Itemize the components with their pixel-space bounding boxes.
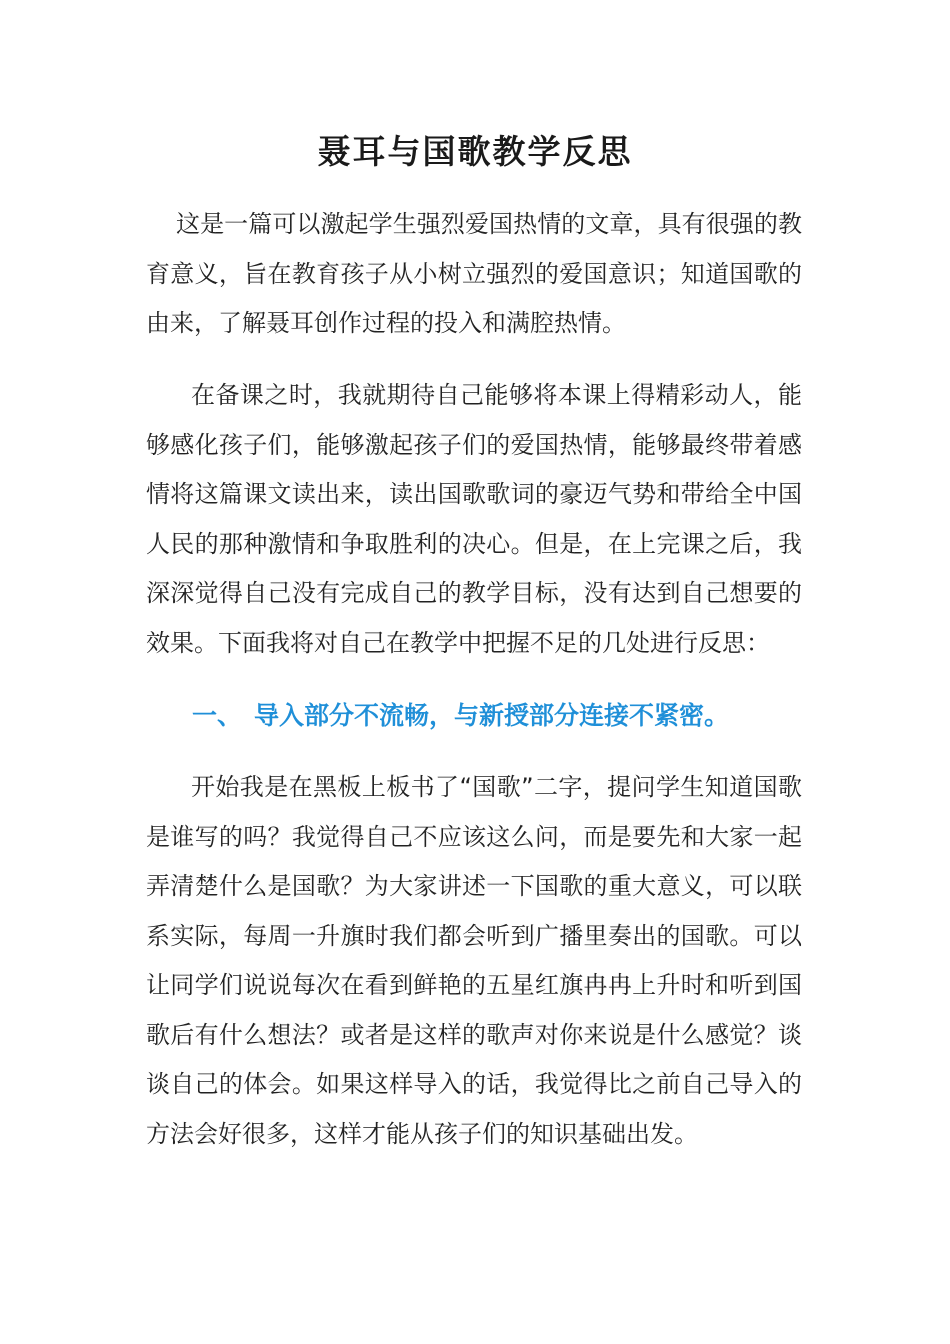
preparation-paragraph: 在备课之时，我就期待自己能够将本课上得精彩动人，能够感化孩子们，能够激起孩子们的爱国热情，能够最终带着感情将这篇课文读出来，读出国歌歌词的豪迈气势和带给全中国人民的那种激情和争取胜利的决心。但是，在上完课之后，我深深觉得自己没有完成自己的教学目标，没有达到自己想要的效果。下面我将对自己在教学中把握不足的几处进行反思： xyxy=(146,381,802,657)
document-title: 聂耳与国歌教学反思 xyxy=(317,132,633,171)
section-heading xyxy=(192,696,729,736)
section-body-paragraph: 开始我是在黑板上板书了“国歌”二字，提问学生知道国歌是谁写的吗？我觉得自己不应该这么问，而是要先和大家一起弄清楚什么是国歌？为大家讲述一下国歌的重大意义，可以联系实际，每周一升旗时我们都会听到广播里奏出的国歌。可以让同学们说说每次在看到鲜艳的五星红旗冉冉上升时和听到国歌后有什么想法？或者是这样的歌声对你来说是什么感觉？谈谈自己的体会。如果这样导入的话，我觉得比之前自己导入的方法会好很多，这样才能从孩子们的知识基础出发。 xyxy=(146,773,802,1148)
intro-paragraph: 这是一篇可以激起学生强烈爱国热情的文章，具有很强的教育意义，旨在教育孩子从小树立强烈的爱国意识；知道国歌的由来，了解聂耳创作过程的投入和满腔热情。 xyxy=(146,210,802,337)
section-heading-number: 一、 xyxy=(192,701,243,730)
section-heading-text: 导入部分不流畅，与新授部分连接不紧密。 xyxy=(254,701,730,730)
